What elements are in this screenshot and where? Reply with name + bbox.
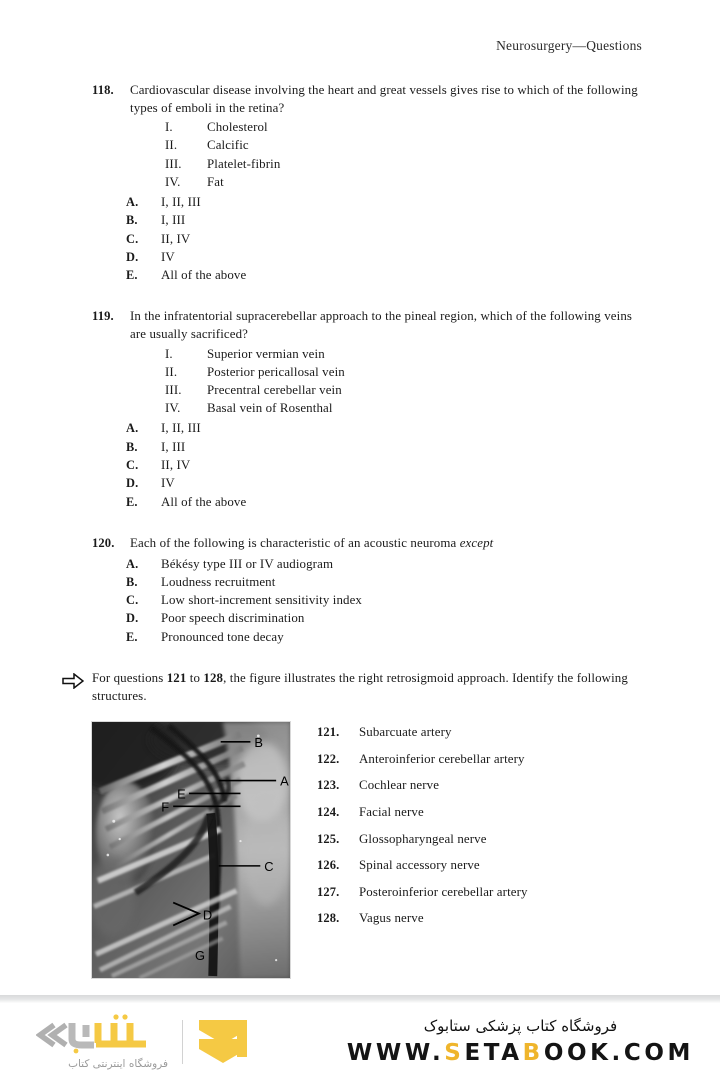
question-block-120 <box>0 535 720 646</box>
figure-label-D: D <box>202 907 213 923</box>
roman-option-text: Posterior pericallosal vein <box>207 364 345 379</box>
figure-area <box>0 721 720 1007</box>
directive-block <box>0 670 720 705</box>
brand-wordmark <box>36 1013 168 1070</box>
question-heading <box>0 82 720 117</box>
answer-text: Poor speech discrimination <box>161 611 305 626</box>
identify-label: Spinal accessory nerve <box>359 858 480 873</box>
url-part-b: B <box>522 1039 544 1066</box>
roman-numeral: I. <box>165 120 173 135</box>
answer-text: Low short-increment sensitivity index <box>161 593 362 608</box>
question-block-119 <box>0 308 720 510</box>
answer-text: II, IV <box>161 231 191 246</box>
identify-item-122[interactable] <box>317 752 528 767</box>
right-arrow-outline-icon <box>62 673 84 689</box>
identify-number: 121. <box>317 725 340 740</box>
question-stem: In the infratentorial supracerebellar approach to the pineal region, which of the following veins are usually sacrificed? <box>130 309 633 342</box>
answer-text: All of the above <box>161 494 247 509</box>
question-stem <box>130 535 493 553</box>
roman-numeral: IV. <box>165 174 181 189</box>
roman-option[interactable] <box>165 345 720 363</box>
identify-item-124[interactable] <box>317 805 528 820</box>
identify-item-127[interactable] <box>317 885 528 900</box>
identify-item-123[interactable] <box>317 778 528 793</box>
answer-option-c[interactable] <box>126 456 720 474</box>
identify-item-121[interactable] <box>317 725 528 740</box>
roman-option[interactable] <box>165 381 720 399</box>
answer-text: All of the above <box>161 268 247 283</box>
answer-letter: D. <box>126 476 139 491</box>
answer-option-d[interactable] <box>126 248 720 266</box>
url-part-www: WWW. <box>346 1039 445 1066</box>
answer-letter: A. <box>126 421 139 436</box>
answer-text: IV <box>161 249 175 264</box>
roman-numeral: II. <box>165 364 178 379</box>
answer-option-e[interactable] <box>126 266 720 284</box>
figure-label-C: C <box>264 859 274 875</box>
roman-option[interactable] <box>165 399 720 417</box>
roman-numeral: I. <box>165 346 173 361</box>
roman-numeral: IV. <box>165 401 181 416</box>
answer-option-d[interactable] <box>126 609 720 627</box>
answer-text: I, II, III <box>161 421 201 436</box>
setabook-script-icon <box>36 1013 168 1057</box>
identify-item-126[interactable] <box>317 858 528 873</box>
answer-text: I, III <box>161 213 186 228</box>
figure-wrap <box>91 721 291 1007</box>
figure-label-B: B <box>254 735 263 751</box>
answer-option-d[interactable] <box>126 474 720 492</box>
answer-option-list <box>0 419 720 510</box>
question-number: 118. <box>92 83 114 97</box>
identify-number: 123. <box>317 778 340 793</box>
identify-number: 124. <box>317 805 340 820</box>
footer-persian-title: فروشگاه کتاب پزشکی ستابوک <box>423 1016 618 1035</box>
url-part-eta: ETA <box>464 1039 523 1066</box>
answer-option-b[interactable] <box>126 438 720 456</box>
answer-letter: B. <box>126 213 138 228</box>
answer-letter: D. <box>126 611 139 626</box>
answer-option-c[interactable] <box>126 230 720 248</box>
answer-letter: E. <box>126 268 138 283</box>
footer-content <box>0 1003 720 1080</box>
figure-label-A: A <box>280 773 289 789</box>
answer-letter: E. <box>126 494 138 509</box>
directive-part1: For questions <box>92 671 167 686</box>
answer-letter: C. <box>126 458 139 473</box>
identify-label: Facial nerve <box>359 805 424 820</box>
roman-option-text: Cholesterol <box>207 120 268 135</box>
answer-text: Békésy type III or IV audiogram <box>161 556 334 571</box>
answer-letter: E. <box>126 629 138 644</box>
roman-option[interactable] <box>165 155 720 173</box>
surgical-photograph <box>91 721 291 979</box>
footer-site-info[interactable] <box>347 1016 694 1068</box>
identify-number: 122. <box>317 751 340 766</box>
roman-option-text: Basal vein of Rosenthal <box>207 401 333 416</box>
answer-option-list <box>0 555 720 646</box>
footer-website-url[interactable] <box>347 1038 694 1068</box>
question-heading <box>0 308 720 343</box>
identify-item-128[interactable] <box>317 911 528 926</box>
identify-label: Glossopharyngeal nerve <box>359 831 487 846</box>
answer-option-e[interactable] <box>126 628 720 646</box>
answer-letter: D. <box>126 249 139 264</box>
roman-option-text: Fat <box>207 174 224 189</box>
roman-numeral: III. <box>165 383 182 398</box>
answer-option-c[interactable] <box>126 591 720 609</box>
answer-text: IV <box>161 476 175 491</box>
footer-divider <box>0 995 720 1003</box>
roman-option-text: Calcific <box>207 138 249 153</box>
url-part-s: S <box>444 1039 465 1066</box>
identify-number: 128. <box>317 911 340 926</box>
brand-logo[interactable] <box>36 1013 249 1070</box>
answer-letter: C. <box>126 231 139 246</box>
brand-divider <box>182 1020 183 1064</box>
brand-tagline: فروشگاه اینترنتی کتاب <box>68 1058 168 1070</box>
answer-letter: A. <box>126 195 139 209</box>
page-body <box>0 82 720 1007</box>
roman-option-text: Superior vermian vein <box>207 346 325 361</box>
answer-text: Pronounced tone decay <box>161 629 284 644</box>
identify-number: 126. <box>317 858 340 873</box>
directive-text <box>92 670 648 705</box>
question-number: 120. <box>92 535 115 550</box>
answer-option-a[interactable] <box>126 419 720 437</box>
identify-label: Posteroinferior cerebellar artery <box>359 884 528 899</box>
identify-label: Anteroinferior cerebellar artery <box>359 751 525 766</box>
roman-numeral: II. <box>165 138 178 153</box>
answer-option-b[interactable] <box>126 573 720 591</box>
identify-number: 125. <box>317 831 340 846</box>
answer-letter: C. <box>126 593 139 608</box>
photo-graphic <box>92 722 290 978</box>
roman-option[interactable] <box>165 363 720 381</box>
directive-part3: , the figure illustrates the right retrosigmoid approach. Identify the following structures. <box>92 671 628 703</box>
question-number: 119. <box>92 309 114 324</box>
figure-label-G: G <box>194 948 205 964</box>
answer-text: I, III <box>161 439 186 454</box>
roman-option[interactable] <box>165 136 720 154</box>
roman-option-text: Platelet-fibrin <box>207 156 281 171</box>
roman-option[interactable] <box>165 118 720 136</box>
url-part-ook-com: OOK.COM <box>543 1039 694 1066</box>
answer-option-b[interactable] <box>126 211 720 229</box>
identify-structures-list <box>317 721 528 938</box>
identify-item-125[interactable] <box>317 832 528 847</box>
roman-option-text: Precentral cerebellar vein <box>207 383 342 398</box>
answer-option-list <box>0 193 720 284</box>
answer-text: Loudness recruitment <box>161 574 276 589</box>
question-stem-emphasis: except <box>459 535 494 550</box>
roman-option[interactable] <box>165 173 720 191</box>
identify-number: 127. <box>317 884 340 899</box>
answer-letter: B. <box>126 439 138 454</box>
directive-part2: to <box>186 671 204 686</box>
double-chevron-icon <box>197 1017 249 1067</box>
question-stem-text: Each of the following is characteristic of an acoustic neuroma <box>130 535 460 550</box>
roman-option-list <box>0 118 720 191</box>
roman-option-list <box>0 345 720 418</box>
roman-numeral: III. <box>165 156 182 171</box>
answer-letter: A. <box>126 556 139 571</box>
answer-letter: B. <box>126 574 138 589</box>
identify-label: Vagus nerve <box>359 911 424 926</box>
question-stem: Cardiovascular disease involving the heart and great vessels gives rise to which of the following types of emboli in the retina? <box>130 83 638 115</box>
question-block-118 <box>0 82 720 284</box>
identify-label: Cochlear nerve <box>359 778 440 793</box>
footer-banner <box>0 995 720 1080</box>
question-heading <box>0 535 720 553</box>
running-head: Neurosurgery—Questions <box>496 38 642 53</box>
answer-option-a[interactable] <box>126 555 720 573</box>
answer-text: II, IV <box>161 458 191 473</box>
identify-label: Subarcuate artery <box>359 725 452 740</box>
answer-option-e[interactable] <box>126 493 720 511</box>
directive-range-start: 121 <box>166 671 187 686</box>
answer-text: I, II, III <box>161 195 201 209</box>
figure-label-E: E <box>177 786 186 802</box>
directive-range-end: 128 <box>203 671 224 686</box>
figure-label-F: F <box>161 799 170 815</box>
answer-option-a[interactable] <box>126 193 720 211</box>
